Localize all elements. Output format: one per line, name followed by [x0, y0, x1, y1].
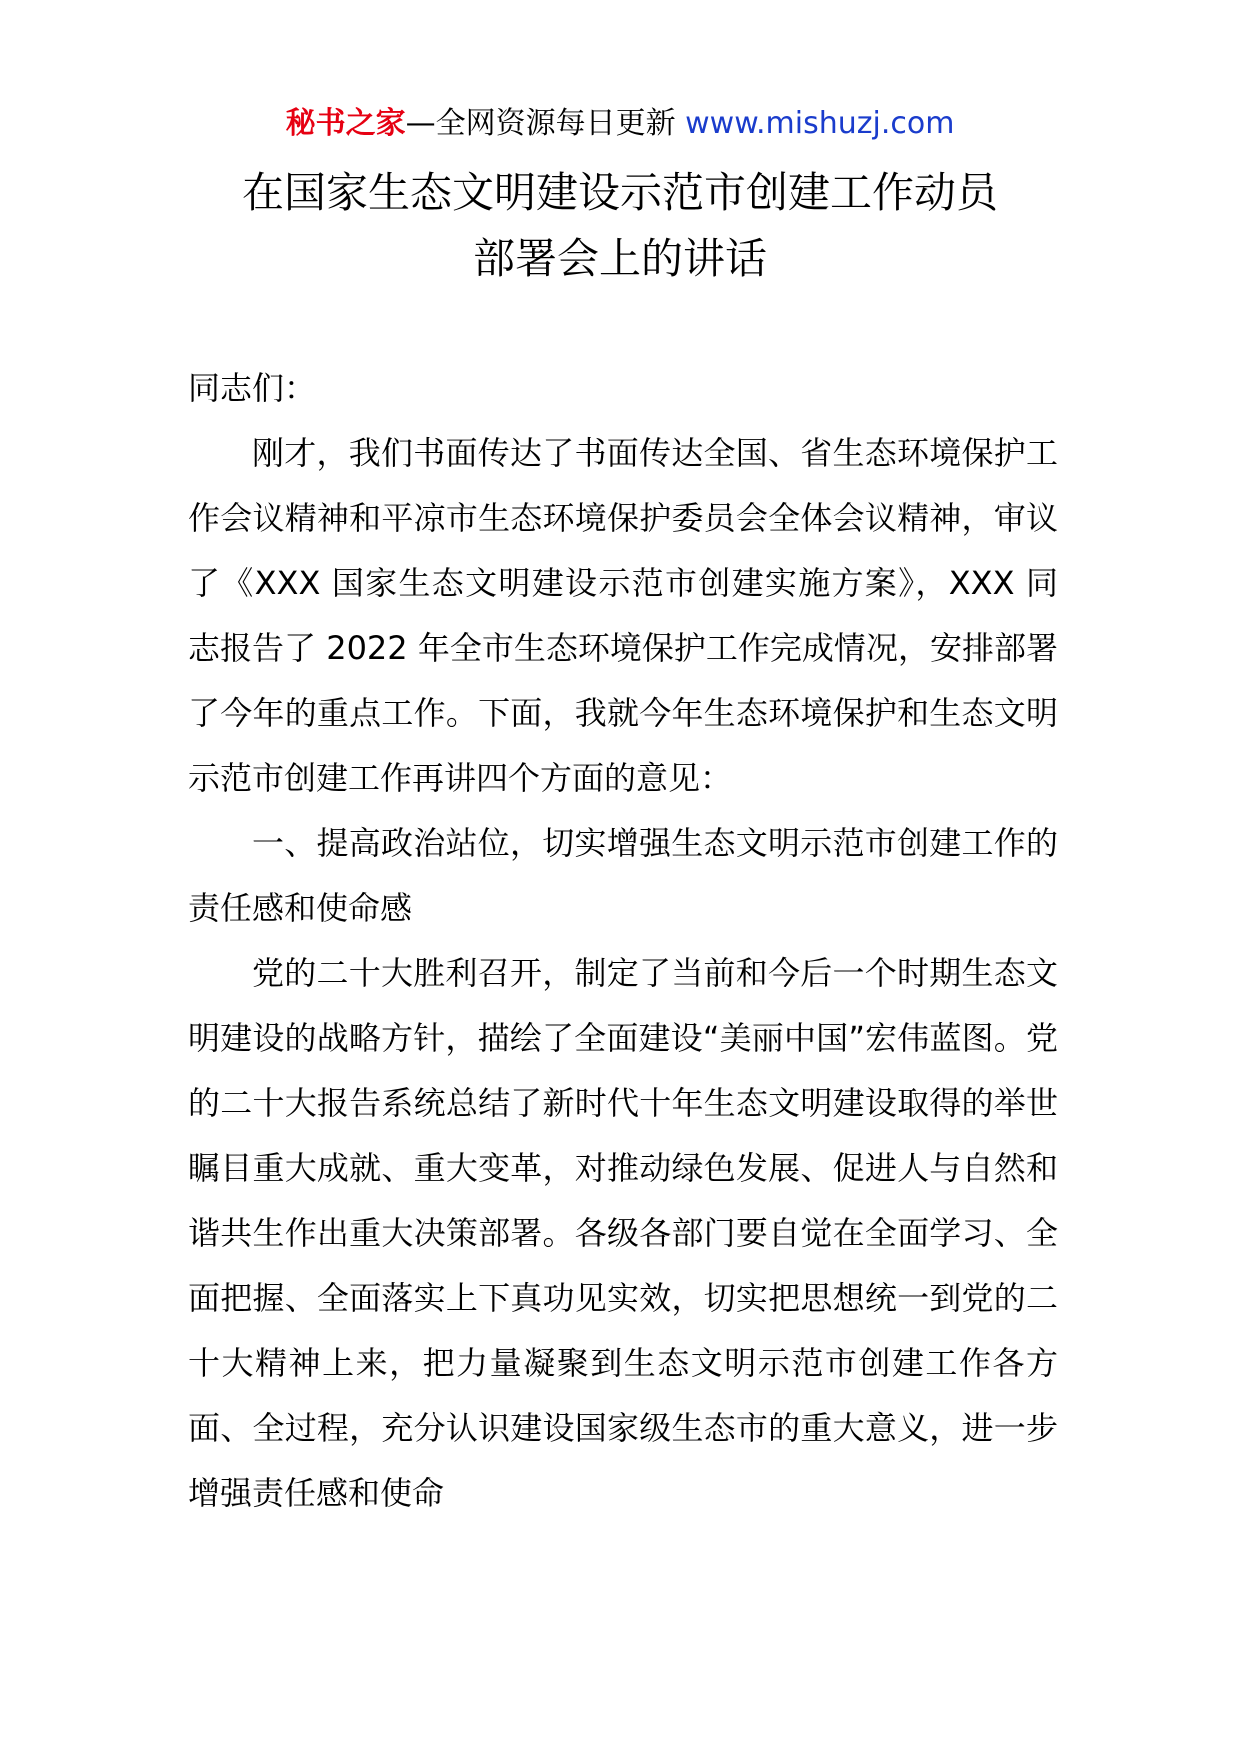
section-heading-1: 一、提高政治站位，切实增强生态文明示范市创建工作的责任感和使命感 — [188, 824, 1058, 927]
document-title-line-1: 在国家生态文明建设示范市创建工作动员 — [241, 168, 998, 217]
paragraph-intro: 刚才，我们书面传达了书面传达全国、省生态环境保护工作会议精神和平凉市生态环境保护委员会全体会议精神，审议了《XXX 国家生态文明建设示范市创建实施方案》，XXX 同志报告了 2022 年全市生态环境保护工作完成情况，安排部署了今年的重点工作。下面，我就今年生态环境保护和生态文明示范市创建工作再讲四个方面的意见： — [188, 434, 1058, 797]
site-tagline: —全网资源每日更新 — [405, 106, 686, 141]
site-brand: 秘书之家 — [285, 106, 406, 141]
salutation: 同志们： — [188, 369, 317, 407]
document-title-line-2: 部署会上的讲话 — [472, 234, 767, 283]
document-body — [188, 356, 1058, 1526]
site-header — [0, 98, 1240, 150]
site-url-link[interactable]: www.mishuzj.com — [685, 106, 955, 141]
paragraph-section-1: 党的二十大胜利召开，制定了当前和今后一个时期生态文明建设的战略方针，描绘了全面建设“美丽中国”宏伟蓝图。党的二十大报告系统总结了新时代十年生态文明建设取得的举世瞩目重大成就、重大变革，对推动绿色发展、促进人与自然和谐共生作出重大决策部署。各级各部门要自觉在全面学习、全面把握、全面落实上下真功见实效，切实把思想统一到党的二十大精神上来，把力量凝聚到生态文明示范市创建工作各方面、全过程，充分认识建设国家级生态市的重大意义，进一步增强责任感和使命 — [188, 954, 1058, 1512]
document-title — [150, 160, 1090, 292]
